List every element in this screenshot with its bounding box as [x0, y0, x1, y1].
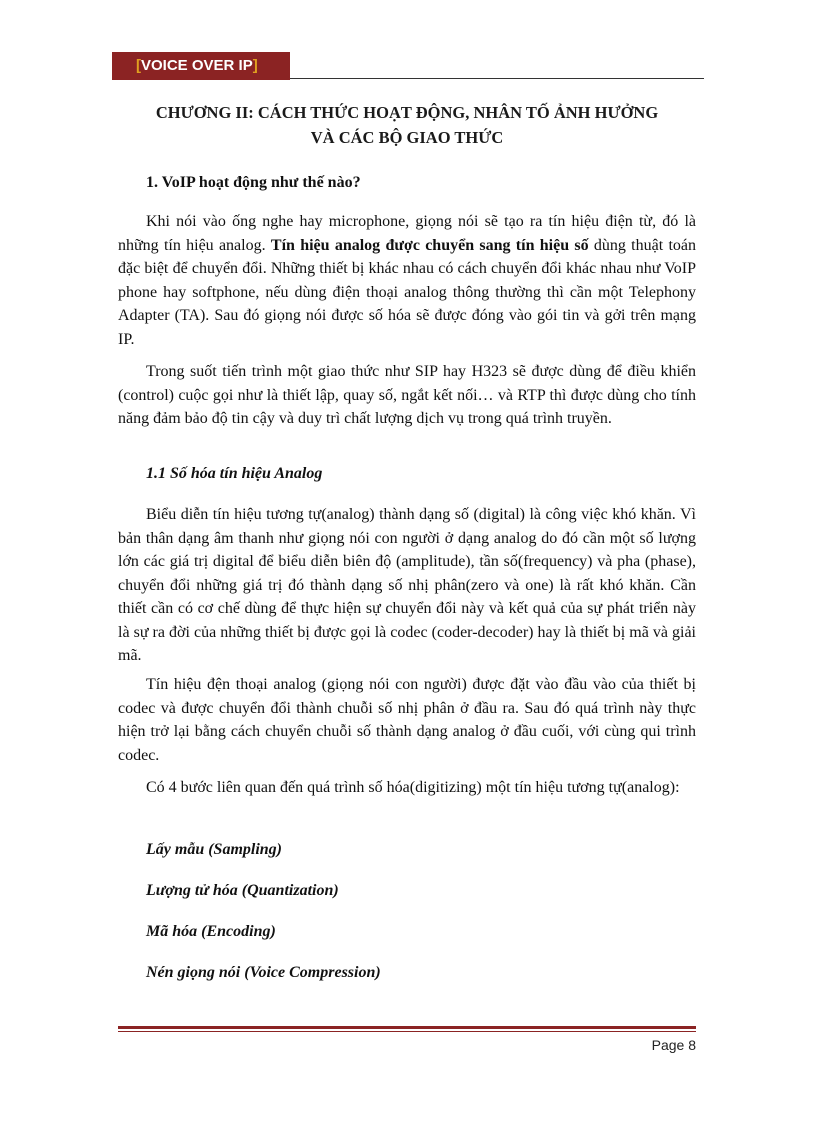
- paragraph-voip-intro-start: Khi nói vào ống nghe hay microphone, giọng nói sẽ tạo ra tín hiệu điện từ, đó là những tín hiệu analog.: [118, 213, 696, 254]
- step-encoding: Mã hóa (Encoding): [146, 923, 276, 940]
- paragraph-voip-intro: [118, 210, 696, 351]
- header-title: VOICE OVER IP: [141, 57, 253, 74]
- step-voice-compression: Nén giọng nói (Voice Compression): [146, 964, 381, 981]
- section-heading: 1. VoIP hoạt động như thế nào?: [146, 174, 361, 191]
- header-bracket-close: ]: [252, 57, 258, 74]
- step-sampling: Lấy mẫu (Sampling): [146, 841, 283, 858]
- paragraph-digitizing: Biểu diễn tín hiệu tương tự(analog) thành dạng số (digital) là công việc khó khăn. Vì bản thân dạng âm thanh như giọng nói con người ở dạng analog do đó cần một số lượng lớn các giá trị digital để biểu diễn biên độ (amplitude), tần số(frequency) và pha (phase), chuyển đổi những giá trị đó thành dạng số nhị phân(zero và one) là rất khó khăn. Cần thiết cần có cơ chế dùng để thực hiện sự chuyển đổi này và kết quả của sự phát triển này là sự ra đời của những thiết bị được gọi là codec (coder-decoder) hay là thiết bị mã và giải mã.: [118, 506, 696, 664]
- footer-rule-thin: [118, 1031, 696, 1032]
- paragraph-steps-intro: Có 4 bước liên quan đến quá trình số hóa(digitizing) một tín hiệu tương tự(analog):: [146, 779, 680, 796]
- step-quantization: Lượng tử hóa (Quantization): [146, 882, 339, 899]
- paragraph-codec: Tín hiệu đện thoại analog (giọng nói con người) được đặt vào đầu vào của thiết bị codec và được chuyển đổi thành chuỗi số nhị phân ở đầu ra. Sau đó quá trình này thực hiện trở lại bằng cách chuyển chuỗi số thành dạng analog ở đầu cuối, với cùng qui trình codec.: [118, 676, 696, 764]
- paragraph-voip-intro-end: dùng thuật toán đặc biệt để chuyển đổi. Những thiết bị khác nhau có cách chuyển đổi khác nhau như VoIP phone hay softphone, nếu dùng điện thoại analog thông thường thì cần một Telephony Adapter (TA). Sau đó giọng nói được số hóa sẽ được đóng vào gói tin và gởi trên mạng IP.: [118, 236, 696, 348]
- subsection-heading: 1.1 Số hóa tín hiệu Analog: [146, 465, 323, 482]
- header-tab: [112, 52, 290, 80]
- chapter-title-line1: CHƯƠNG II: CÁCH THỨC HOẠT ĐỘNG, NHÂN TỐ ẢNH HƯỞNG: [155, 103, 659, 122]
- page-content: [118, 100, 696, 981]
- header-rule: [290, 78, 704, 79]
- chapter-title: [118, 100, 696, 150]
- chapter-title-line2: VÀ CÁC BỘ GIAO THỨC: [310, 128, 504, 147]
- header-bracket-open: [: [136, 57, 141, 74]
- paragraph-voip-intro-bold: Tín hiệu analog được chuyển sang tín hiệu số: [270, 236, 589, 254]
- paragraph-protocols: Trong suốt tiến trình một giao thức như SIP hay H323 sẽ được dùng để điều khiển (control) cuộc gọi như là thiết lập, quay số, ngắt kết nối… và RTP thì được dùng cho tính năng đảm bảo độ tin cậy và duy trì chất lượng dịch vụ trong quá trình truyền.: [118, 363, 696, 427]
- footer-rule-thick: [118, 1026, 696, 1029]
- page-number: Page 8: [651, 1037, 696, 1053]
